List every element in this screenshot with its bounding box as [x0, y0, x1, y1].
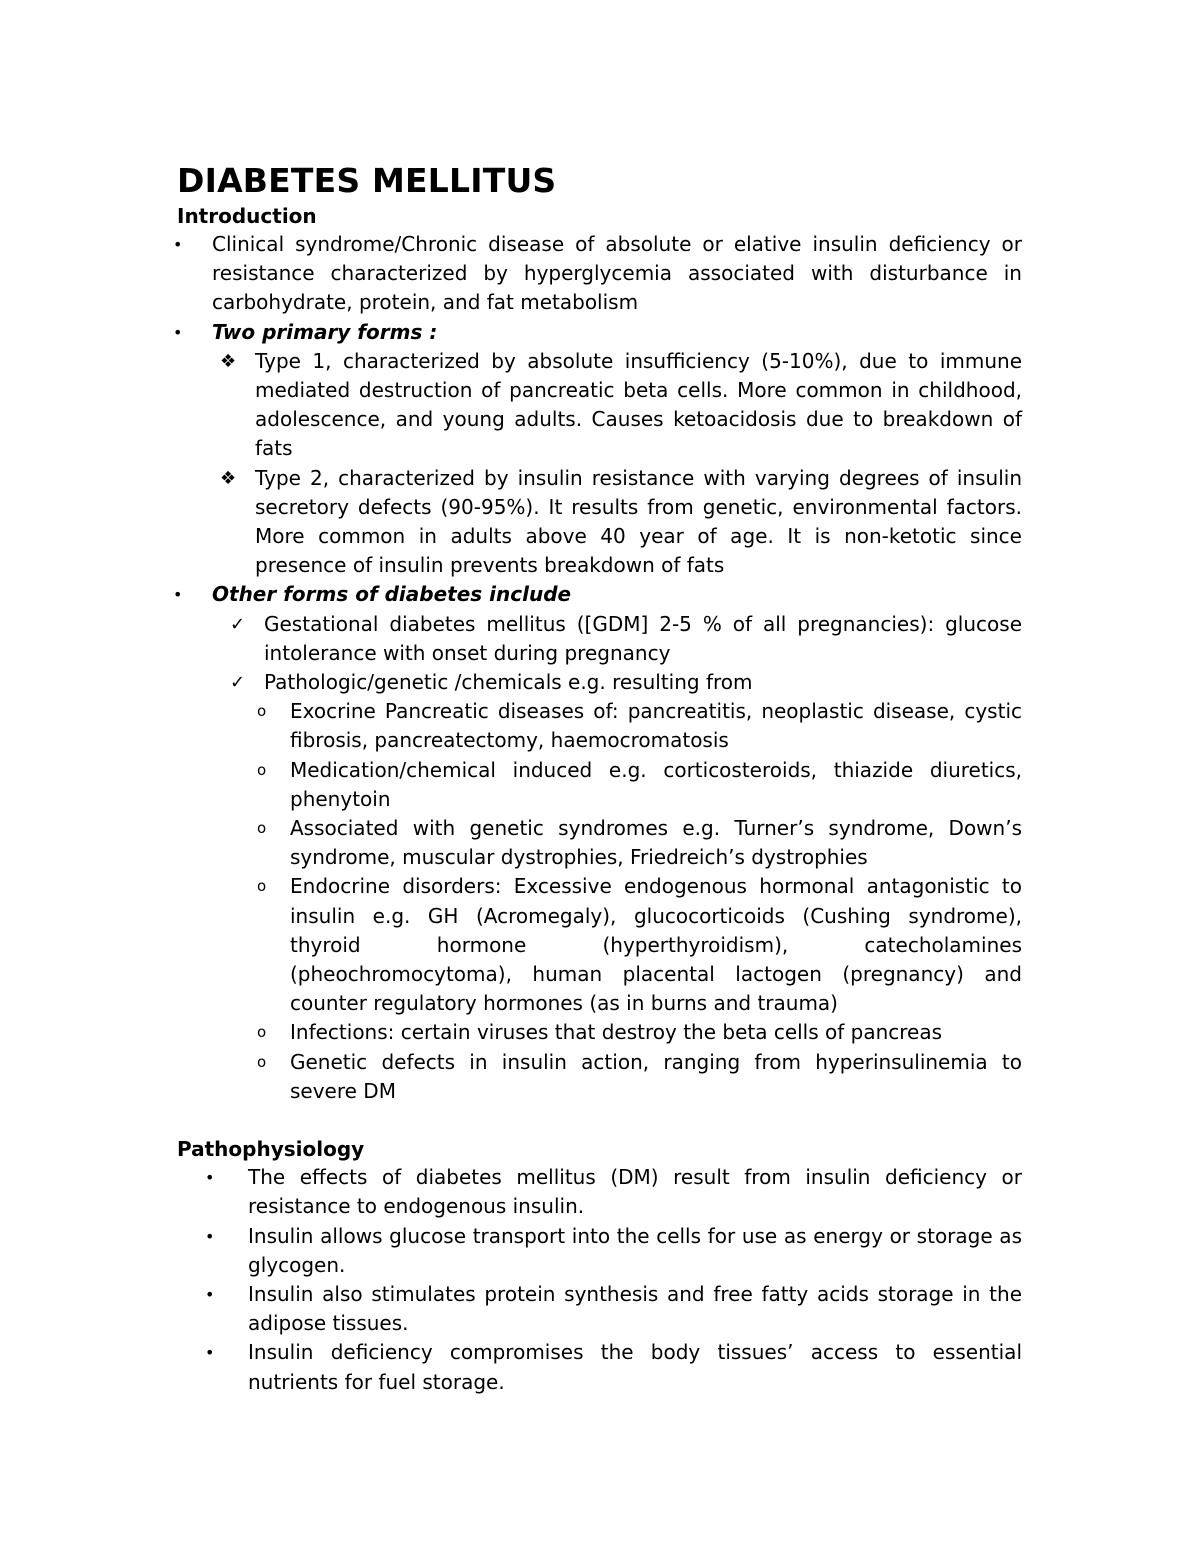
list-item-primary-forms: [173, 318, 1022, 347]
bullet-icon: •: [173, 235, 183, 254]
list-item-cause: [177, 1048, 1022, 1106]
cause-text: Exocrine Pancreatic diseases of: pancreatitis, neoplastic disease, cystic fibrosis, pancreatectomy, haemocromatosis: [290, 699, 1022, 753]
cause-text: Infections: certain viruses that destroy the beta cells of pancreas: [290, 1020, 943, 1045]
cause-text: Associated with genetic syndromes e.g. Turner’s syndrome, Down’s syndrome, muscular dystrophies, Friedreich’s dystrophies: [290, 816, 1022, 870]
circle-bullet-icon: o: [257, 819, 267, 838]
pathophysiology-text: The effects of diabetes mellitus (DM) result from insulin deficiency or resistance to endogenous insulin.: [248, 1165, 1022, 1219]
primary-forms-label: Two primary forms :: [212, 319, 438, 344]
pathophysiology-text: Insulin allows glucose transport into the cells for use as energy or storage as glycogen.: [248, 1223, 1022, 1277]
list-item-pathophysiology: [177, 1222, 1022, 1280]
pathophysiology-list: [177, 1163, 1022, 1397]
list-item-definition: [173, 230, 1022, 318]
list-item-cause: [177, 756, 1022, 814]
bullet-icon: •: [205, 1226, 215, 1246]
circle-bullet-icon: o: [257, 877, 267, 896]
bullet-icon: •: [173, 322, 183, 342]
list-item-type-1: [177, 347, 1022, 464]
document-title: DIABETES MELLITUS: [177, 161, 557, 200]
list-item-pathologic: [177, 668, 1022, 697]
introduction-list: [173, 230, 1022, 1106]
definition-text: Clinical syndrome/Chronic disease of absolute or elative insulin deficiency or resistance characterized by hyperglycemia associated with disturbance in carbohydrate, protein, and fat metabolism: [212, 232, 1022, 315]
circle-bullet-icon: o: [257, 702, 267, 721]
introduction-heading: Introduction: [177, 204, 317, 228]
other-forms-label: Other forms of diabetes include: [212, 582, 572, 607]
list-item-type-2: [177, 464, 1022, 581]
cause-text: Genetic defects in insulin action, ranging from hyperinsulinemia to severe DM: [290, 1049, 1022, 1103]
document-page: [173, 160, 1022, 1397]
pathologic-text: Pathologic/genetic /chemicals e.g. resulting from: [264, 670, 753, 695]
gestational-text: Gestational diabetes mellitus ([GDM] 2-5 % of all pregnancies): glucose intolerance with onset during pregnancy: [264, 611, 1022, 665]
type-2-text: Type 2, characterized by insulin resistance with varying degrees of insulin secretory defects (90-95%). It results from genetic, environmental factors. More common in adults above 40 year of age. It is non-ketotic since presence of insulin prevents breakdown of fats: [255, 465, 1022, 578]
cause-text: Endocrine disorders: Excessive endogenous hormonal antagonistic to insulin e.g. GH (Acromegaly), glucocorticoids (Cushing syndrome), thyroid hormone (hyperthyroidism), catecholamines (pheochromocytoma), human placental lactogen (pregnancy) and counter regulatory hormones (as in burns and trauma): [290, 874, 1022, 1016]
list-item-other-forms: [173, 580, 1022, 609]
type-1-text: Type 1, characterized by absolute insufficiency (5-10%), due to immune mediated destruction of pancreatic beta cells. More common in childhood, adolescence, and young adults. Causes ketoacidosis due to breakdown of fats: [255, 348, 1022, 461]
bullet-icon: •: [173, 585, 183, 605]
pathophysiology-section: [177, 1135, 1022, 1397]
circle-bullet-icon: o: [257, 1023, 267, 1042]
list-item-cause: [177, 872, 1022, 1018]
check-icon: ✓: [230, 613, 246, 635]
diamond-icon: ❖: [220, 467, 237, 489]
pathophysiology-text: Insulin also stimulates protein synthesis and free fatty acids storage in the adipose tissues.: [248, 1281, 1022, 1336]
list-item-pathophysiology: [177, 1338, 1022, 1396]
diamond-icon: ❖: [220, 350, 237, 372]
list-item-gestational: [177, 610, 1022, 668]
circle-bullet-icon: o: [257, 760, 267, 779]
pathophysiology-text: Insulin deficiency compromises the body tissues’ access to essential nutrients for fuel storage.: [248, 1340, 1022, 1394]
cause-text: Medication/chemical induced e.g. corticosteroids, thiazide diuretics, phenytoin: [290, 757, 1022, 811]
bullet-icon: •: [205, 1343, 215, 1363]
list-item-cause: [177, 814, 1022, 872]
bullet-icon: •: [205, 1284, 215, 1304]
circle-bullet-icon: o: [257, 1052, 267, 1071]
list-item-pathophysiology: [177, 1280, 1022, 1338]
list-item-cause: [177, 1018, 1022, 1047]
check-icon: ✓: [230, 672, 246, 694]
introduction-section: [173, 202, 1022, 1106]
list-item-pathophysiology: [177, 1163, 1022, 1221]
list-item-cause: [177, 697, 1022, 755]
bullet-icon: •: [205, 1168, 215, 1188]
pathophysiology-heading: Pathophysiology: [177, 1137, 365, 1162]
